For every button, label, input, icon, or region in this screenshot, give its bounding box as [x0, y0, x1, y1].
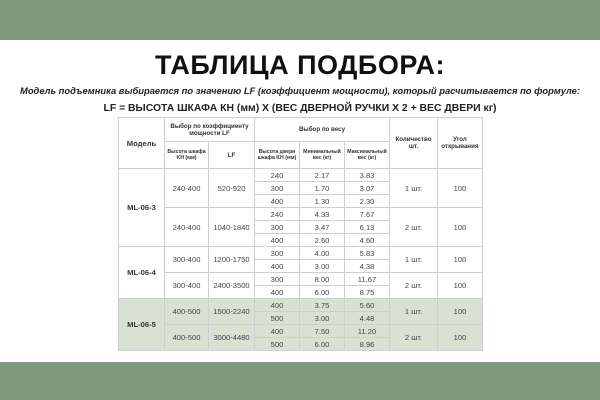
- door-height-cell: 400: [255, 325, 300, 338]
- max-weight-cell: 7.67: [345, 208, 390, 221]
- min-weight-cell: 3.47: [300, 221, 345, 234]
- lf-range-cell: 520-920: [209, 169, 255, 208]
- selection-table: [118, 117, 483, 351]
- lf-range-cell: 1200-1750: [209, 247, 255, 273]
- table-row: [119, 247, 483, 260]
- cabinet-height-cell: 240-400: [165, 208, 209, 247]
- quantity-cell: 2 шт.: [390, 208, 438, 247]
- max-weight-cell: 6.13: [345, 221, 390, 234]
- min-weight-cell: 4.33: [300, 208, 345, 221]
- formula-text: LF = ВЫСОТА ШКАФА КН (мм) X (ВЕС ДВЕРНОЙ РУЧКИ X 2 + ВЕС ДВЕРИ кг): [103, 103, 497, 114]
- door-height-cell: 300: [255, 221, 300, 234]
- door-height-cell: 400: [255, 260, 300, 273]
- door-height-cell: 400: [255, 234, 300, 247]
- door-height-cell: 240: [255, 208, 300, 221]
- min-weight-cell: 6.00: [300, 338, 345, 351]
- min-weight-cell: 3.00: [300, 312, 345, 325]
- header-max-weight: Максимальный вес (кг): [345, 142, 390, 169]
- min-weight-cell: 1.30: [300, 195, 345, 208]
- lf-range-cell: 3000-4480: [209, 325, 255, 351]
- angle-cell: 100: [438, 169, 483, 208]
- cabinet-height-cell: 400-500: [165, 299, 209, 325]
- header-angle: Угол открывания: [438, 118, 483, 169]
- lf-range-cell: 2400-3500: [209, 273, 255, 299]
- max-weight-cell: 4.48: [345, 312, 390, 325]
- quantity-cell: 2 шт.: [390, 325, 438, 351]
- cabinet-height-cell: 300-400: [165, 247, 209, 273]
- max-weight-cell: 8.96: [345, 338, 390, 351]
- header-model: Модель: [119, 118, 165, 169]
- table-header-row: [119, 118, 483, 142]
- max-weight-cell: 11.67: [345, 273, 390, 286]
- model-name-cell: ML-06-5: [119, 299, 165, 351]
- min-weight-cell: 1.70: [300, 182, 345, 195]
- min-weight-cell: 7.50: [300, 325, 345, 338]
- max-weight-cell: 3.07: [345, 182, 390, 195]
- max-weight-cell: 11.20: [345, 325, 390, 338]
- header-lf: LF: [209, 142, 255, 169]
- door-height-cell: 300: [255, 182, 300, 195]
- quantity-cell: 2 шт.: [390, 273, 438, 299]
- quantity-cell: 1 шт.: [390, 169, 438, 208]
- table-row: [119, 273, 483, 286]
- min-weight-cell: 3.75: [300, 299, 345, 312]
- table-row: [119, 169, 483, 182]
- door-height-cell: 240: [255, 169, 300, 182]
- cabinet-height-cell: 300-400: [165, 273, 209, 299]
- max-weight-cell: 2.30: [345, 195, 390, 208]
- model-name-cell: ML-06-3: [119, 169, 165, 247]
- angle-cell: 100: [438, 247, 483, 273]
- min-weight-cell: 3.00: [300, 260, 345, 273]
- max-weight-cell: 4.60: [345, 234, 390, 247]
- door-height-cell: 400: [255, 286, 300, 299]
- max-weight-cell: 3.83: [345, 169, 390, 182]
- angle-cell: 100: [438, 325, 483, 351]
- header-cabinet-height: Высота шкафа KH (мм): [165, 142, 209, 169]
- max-weight-cell: 5.60: [345, 299, 390, 312]
- max-weight-cell: 4.38: [345, 260, 390, 273]
- door-height-cell: 400: [255, 195, 300, 208]
- min-weight-cell: 8.00: [300, 273, 345, 286]
- angle-cell: 100: [438, 208, 483, 247]
- table-row: [119, 299, 483, 312]
- header-min-weight: Минимальный вес (кг): [300, 142, 345, 169]
- lf-range-cell: 1040-1840: [209, 208, 255, 247]
- lf-range-cell: 1500-2240: [209, 299, 255, 325]
- header-weight-group: Выбор по весу: [255, 118, 390, 142]
- max-weight-cell: 5.83: [345, 247, 390, 260]
- table-row: [119, 208, 483, 221]
- cabinet-height-cell: 240-400: [165, 169, 209, 208]
- header-lf-group: Выбор по коэффициенту мощности LF: [165, 118, 255, 142]
- min-weight-cell: 2.17: [300, 169, 345, 182]
- header-quantity: Количество шт.: [390, 118, 438, 169]
- door-height-cell: 400: [255, 299, 300, 312]
- angle-cell: 100: [438, 299, 483, 325]
- model-name-cell: ML-06-4: [119, 247, 165, 299]
- table-row: [119, 325, 483, 338]
- header-door-height: Высота двери шкафа KH (мм): [255, 142, 300, 169]
- min-weight-cell: 6.00: [300, 286, 345, 299]
- door-height-cell: 500: [255, 312, 300, 325]
- quantity-cell: 1 шт.: [390, 247, 438, 273]
- door-height-cell: 300: [255, 247, 300, 260]
- door-height-cell: 500: [255, 338, 300, 351]
- angle-cell: 100: [438, 273, 483, 299]
- max-weight-cell: 8.75: [345, 286, 390, 299]
- min-weight-cell: 2.60: [300, 234, 345, 247]
- content-card: [0, 40, 600, 362]
- quantity-cell: 1 шт.: [390, 299, 438, 325]
- description-text: Модель подъемника выбирается по значению LF (коэффициент мощности), который расчитывается по формуле:: [20, 85, 580, 96]
- page-title: ТАБЛИЦА ПОДБОРА:: [155, 50, 445, 80]
- cabinet-height-cell: 400-500: [165, 325, 209, 351]
- min-weight-cell: 4.00: [300, 247, 345, 260]
- door-height-cell: 300: [255, 273, 300, 286]
